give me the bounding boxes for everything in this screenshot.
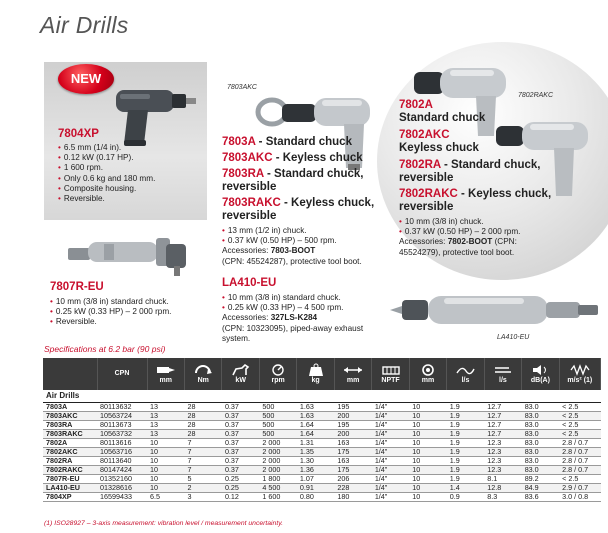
- model-cell: 7802RAKC: [43, 465, 97, 474]
- model-code: 7803A: [222, 136, 256, 148]
- bullet: • 6.5 mm (1/4 in).: [58, 143, 208, 153]
- acc-prefix: Accessories:: [222, 313, 271, 323]
- table-cell: 83.0: [522, 447, 559, 456]
- table-cell: 01352160: [97, 474, 147, 483]
- table-row: [43, 429, 601, 438]
- table-cell: 200: [334, 411, 371, 420]
- model-cell: 7802AKC: [43, 447, 97, 456]
- table-cell: 10563732: [97, 429, 147, 438]
- table-cell: 500: [259, 411, 296, 420]
- table-row: [43, 474, 601, 483]
- model-desc: - Standard chuck: [255, 136, 352, 148]
- table-cell: 28: [184, 411, 221, 420]
- bullet: • Only 0.6 kg and 180 mm.: [58, 174, 208, 184]
- table-cell: 0.37: [222, 447, 259, 456]
- header-label: mm: [346, 377, 360, 384]
- table-cell: 1.9: [447, 456, 484, 465]
- model-code: 7803RAKC: [222, 197, 281, 209]
- table-cell: 28: [184, 429, 221, 438]
- table-cell: 1/4": [372, 474, 409, 483]
- table-cell: 12.7: [484, 402, 521, 411]
- table-cell: 1.64: [297, 420, 334, 429]
- table-cell: 206: [334, 474, 371, 483]
- model-desc: Keyless chuck: [399, 142, 479, 154]
- table-cell: 89.2: [522, 474, 559, 483]
- table-cell: 10: [147, 447, 184, 456]
- header-label: l/s: [499, 377, 507, 384]
- table-cell: 83.0: [522, 456, 559, 465]
- table-cell: 1/4": [372, 420, 409, 429]
- table-cell: < 2.5: [559, 474, 600, 483]
- specs-body: [43, 390, 601, 501]
- model-7804xp: 7804XP: [58, 128, 99, 140]
- table-cell: 0.25: [222, 483, 259, 492]
- table-cell: 0.9: [447, 492, 484, 501]
- table-cell: 2.8 / 0.7: [559, 438, 600, 447]
- acc-part: 7803-BOOT: [270, 246, 316, 256]
- model-cell: 7804XP: [43, 492, 97, 501]
- table-row: [43, 420, 601, 429]
- header-noise: [522, 358, 559, 390]
- table-cell: 1.63: [297, 402, 334, 411]
- model-cell: 7803RA: [43, 420, 97, 429]
- table-cell: 12.3: [484, 447, 521, 456]
- table-cell: 0.37: [222, 429, 259, 438]
- model-cell: 7807R-EU: [43, 474, 97, 483]
- table-cell: 12.3: [484, 465, 521, 474]
- table-cell: 2.8 / 0.7: [559, 456, 600, 465]
- table-cell: 10: [409, 474, 446, 483]
- model-desc: - Keyless chuck: [272, 152, 363, 164]
- model-desc: - Keyless chuck, reversible: [399, 188, 552, 213]
- table-cell: 10: [147, 456, 184, 465]
- model-code: 7802A: [399, 99, 433, 111]
- table-cell: 3.0 / 0.8: [559, 492, 600, 501]
- header-model: [43, 358, 97, 390]
- table-cell: 1.9: [447, 420, 484, 429]
- table-cell: 84.9: [522, 483, 559, 492]
- accessories-7803: [222, 246, 392, 266]
- header-cpn: [97, 358, 147, 390]
- torque-icon: [192, 363, 214, 377]
- header-label: m/s² (1): [567, 377, 593, 384]
- product-7807r: [50, 281, 220, 328]
- model-line: [222, 136, 392, 149]
- table-cell: 13: [147, 411, 184, 420]
- model-cell: 7802A: [43, 438, 97, 447]
- table-cell: 2: [184, 483, 221, 492]
- noise-level-icon: [529, 363, 551, 377]
- model-line: [399, 159, 559, 185]
- table-cell: 12.7: [484, 411, 521, 420]
- header-vibration: [559, 358, 600, 390]
- model-desc: Standard chuck: [399, 112, 486, 124]
- table-cell: 10: [409, 429, 446, 438]
- table-cell: 1 800: [259, 474, 296, 483]
- image-label-7802rakc: 7802RAKC: [518, 92, 554, 99]
- table-cell: 10: [147, 483, 184, 492]
- header-length: [334, 358, 371, 390]
- table-cell: 1.9: [447, 438, 484, 447]
- model-cell: 7803AKC: [43, 411, 97, 420]
- table-cell: 8.3: [484, 492, 521, 501]
- table-cell: 1.4: [447, 483, 484, 492]
- table-cell: 1/4": [372, 447, 409, 456]
- bullet: • 0.25 kW (0.33 HP) – 2 000 rpm.: [50, 307, 220, 317]
- table-cell: 1.35: [297, 447, 334, 456]
- bullets-7804xp: [58, 143, 208, 204]
- table-cell: 83.6: [522, 492, 559, 501]
- table-cell: 0.37: [222, 438, 259, 447]
- table-cell: 83.0: [522, 429, 559, 438]
- table-cell: 1/4": [372, 465, 409, 474]
- table-cell: 80147424: [97, 465, 147, 474]
- table-cell: 1.9: [447, 411, 484, 420]
- table-cell: 6.5: [147, 492, 184, 501]
- bullets-7807r: [50, 297, 220, 328]
- header-label: kg: [311, 377, 320, 384]
- specs-header-row: [43, 358, 601, 390]
- header-label: l/s: [461, 377, 470, 384]
- table-cell: 195: [334, 420, 371, 429]
- product-la410: [222, 277, 392, 344]
- bullet: • 10 mm (3/8 in) standard chuck.: [50, 297, 220, 307]
- table-cell: 500: [259, 402, 296, 411]
- weight-icon: [305, 363, 327, 377]
- table-cell: 1.9: [447, 465, 484, 474]
- table-cell: 1.30: [297, 456, 334, 465]
- air-inlet-icon: [380, 363, 402, 377]
- table-cell: 1.9: [447, 447, 484, 456]
- table-cell: 8.1: [484, 474, 521, 483]
- table-cell: 1 600: [259, 492, 296, 501]
- table-cell: 83.0: [522, 411, 559, 420]
- header-inlet: [372, 358, 409, 390]
- model-cell: 7803A: [43, 402, 97, 411]
- model-code: 7803RA: [222, 168, 264, 180]
- page-title: Air Drills: [40, 12, 129, 38]
- air-flow-icon: [492, 363, 514, 377]
- header-air-free: [484, 358, 521, 390]
- table-cell: 2 000: [259, 465, 296, 474]
- table-cell: 163: [334, 456, 371, 465]
- table-cell: 0.80: [297, 492, 334, 501]
- table-row: [43, 447, 601, 456]
- table-cell: 10: [409, 402, 446, 411]
- table-cell: 0.37: [222, 456, 259, 465]
- header-hose: [409, 358, 446, 390]
- table-cell: 500: [259, 420, 296, 429]
- table-cell: < 2.5: [559, 402, 600, 411]
- table-cell: 3: [184, 492, 221, 501]
- table-cell: 10: [409, 492, 446, 501]
- bullet: • 0.25 kW (0.33 HP) – 4 500 rpm.: [222, 303, 392, 313]
- bullet: • 0.37 kW (0.50 HP) – 2 000 rpm.: [399, 227, 559, 237]
- table-cell: < 2.5: [559, 420, 600, 429]
- model-code: 7802RAKC: [399, 188, 458, 200]
- table-cell: 12.7: [484, 420, 521, 429]
- table-cell: 28: [184, 420, 221, 429]
- model-line: [222, 152, 392, 165]
- table-cell: 0.91: [297, 483, 334, 492]
- footnote: (1) ISO28927 – 3-axis measurement: vibration level / measurement uncertainty.: [44, 520, 284, 527]
- drill-7807r-image: [64, 230, 194, 280]
- table-cell: 1/4": [372, 492, 409, 501]
- table-cell: 2 000: [259, 447, 296, 456]
- air-consumption-icon: [454, 363, 476, 377]
- table-cell: 1/4": [372, 483, 409, 492]
- product-7803: [222, 136, 392, 267]
- table-cell: 13: [147, 402, 184, 411]
- table-cell: 10: [147, 438, 184, 447]
- specs-group-row: [43, 390, 601, 402]
- acc-prefix: Accessories:: [399, 237, 448, 247]
- table-cell: 2 000: [259, 456, 296, 465]
- bullet: • 10 mm (3/8 in) chuck.: [399, 217, 559, 227]
- bullet: • Reversible.: [50, 317, 220, 327]
- table-cell: 10: [409, 483, 446, 492]
- table-cell: 1/4": [372, 411, 409, 420]
- table-cell: 83.0: [522, 465, 559, 474]
- table-row: [43, 483, 601, 492]
- table-cell: 80113632: [97, 402, 147, 411]
- table-cell: 228: [334, 483, 371, 492]
- table-cell: < 2.5: [559, 429, 600, 438]
- acc-rest: (CPN: 45524287), protective tool boot.: [222, 256, 362, 266]
- bullet: • 0.12 kW (0.17 HP).: [58, 153, 208, 163]
- table-cell: 1/4": [372, 402, 409, 411]
- table-cell: 13: [147, 429, 184, 438]
- header-power: [222, 358, 259, 390]
- table-cell: 83.0: [522, 438, 559, 447]
- specs-table: [43, 358, 601, 502]
- table-cell: 12.3: [484, 456, 521, 465]
- header-label: CPN: [114, 370, 130, 377]
- accessories-7802: [399, 237, 559, 257]
- table-cell: 7: [184, 456, 221, 465]
- table-cell: 1.9: [447, 474, 484, 483]
- table-cell: 16599433: [97, 492, 147, 501]
- table-cell: 10563716: [97, 447, 147, 456]
- table-cell: 80113673: [97, 420, 147, 429]
- header-label: Nm: [197, 377, 209, 384]
- table-cell: 2.8 / 0.7: [559, 447, 600, 456]
- header-label: kW: [235, 377, 246, 384]
- bullets-7802: [399, 217, 559, 237]
- header-label: rpm: [271, 377, 285, 384]
- model-cell: 7803RAKC: [43, 429, 97, 438]
- acc-rest: (CPN: 10323095), piped-away exhaust system.: [222, 323, 364, 343]
- image-label-7803akc: 7803AKC: [227, 84, 257, 91]
- header-label: NPTF: [381, 377, 400, 384]
- table-cell: 0.25: [222, 474, 259, 483]
- table-cell: 180: [334, 492, 371, 501]
- table-cell: 12.7: [484, 429, 521, 438]
- acc-part: 327LS-K284: [270, 313, 318, 323]
- vibration-icon: [569, 363, 591, 377]
- table-cell: 1.07: [297, 474, 334, 483]
- header-label: mm: [159, 377, 172, 384]
- chuck-size-icon: [155, 363, 177, 377]
- model-desc: - Standard chuck, reversible: [399, 159, 541, 184]
- model-desc: - Keyless chuck, reversible: [222, 197, 375, 222]
- model-line: [399, 188, 559, 214]
- header-torque: [184, 358, 221, 390]
- accessories-la410: [222, 313, 392, 344]
- table-cell: 0.37: [222, 465, 259, 474]
- table-cell: 10: [409, 465, 446, 474]
- table-cell: 1.64: [297, 429, 334, 438]
- table-cell: 1/4": [372, 438, 409, 447]
- hose-size-icon: [417, 363, 439, 377]
- table-row: [43, 438, 601, 447]
- table-cell: 10: [409, 411, 446, 420]
- table-cell: 4 500: [259, 483, 296, 492]
- table-cell: 1.31: [297, 438, 334, 447]
- table-cell: 1.9: [447, 429, 484, 438]
- table-cell: 13: [147, 420, 184, 429]
- model-7807r: 7807R-EU: [50, 281, 104, 293]
- acc-rest: (CPN: 45524279), protective tool boot.: [399, 237, 517, 257]
- bullets-7803: [222, 226, 392, 246]
- table-cell: 10: [147, 474, 184, 483]
- table-cell: 2 000: [259, 438, 296, 447]
- table-cell: 2.8 / 0.7: [559, 465, 600, 474]
- table-row: [43, 465, 601, 474]
- model-cell: LA410-EU: [43, 483, 97, 492]
- table-cell: 80113640: [97, 456, 147, 465]
- table-cell: 0.37: [222, 420, 259, 429]
- table-cell: 2.9 / 0.7: [559, 483, 600, 492]
- table-cell: < 2.5: [559, 411, 600, 420]
- bullet: • 1 600 rpm.: [58, 163, 208, 173]
- model-cell: 7802RA: [43, 456, 97, 465]
- header-speed: [259, 358, 296, 390]
- table-cell: 10: [409, 447, 446, 456]
- table-cell: 7: [184, 438, 221, 447]
- model-code: 7802AKC: [399, 129, 450, 141]
- model-desc: - Standard chuck, reversible: [222, 168, 364, 193]
- table-cell: 7: [184, 447, 221, 456]
- model-la410: LA410-EU: [222, 277, 277, 289]
- specs-caption: Specifications at 6.2 bar (90 psi): [44, 344, 166, 354]
- table-cell: 10563724: [97, 411, 147, 420]
- header-air-load: [447, 358, 484, 390]
- bullet: • Composite housing.: [58, 184, 208, 194]
- model-code: 7803AKC: [222, 152, 273, 164]
- table-cell: 10: [409, 438, 446, 447]
- length-icon: [342, 363, 364, 377]
- table-cell: 1/4": [372, 456, 409, 465]
- acc-prefix: Accessories:: [222, 246, 271, 256]
- table-cell: 7: [184, 465, 221, 474]
- bullets-la410: [222, 293, 392, 313]
- table-cell: 195: [334, 402, 371, 411]
- header-label: mm: [421, 377, 435, 384]
- header-label: dB(A): [530, 377, 550, 384]
- acc-part: 7802-BOOT: [447, 237, 493, 247]
- model-line: [222, 197, 392, 223]
- speed-rpm-icon: [267, 363, 289, 377]
- power-horse-icon: [230, 363, 252, 377]
- table-cell: 500: [259, 429, 296, 438]
- bullet: • 10 mm (3/8 in) standard chuck.: [222, 293, 392, 303]
- table-cell: 163: [334, 438, 371, 447]
- table-cell: 83.0: [522, 402, 559, 411]
- table-cell: 80113616: [97, 438, 147, 447]
- product-7804xp: [58, 128, 208, 204]
- table-cell: 10: [409, 456, 446, 465]
- table-row: [43, 411, 601, 420]
- bullet: • 0.37 kW (0.50 HP) – 500 rpm.: [222, 236, 392, 246]
- table-cell: 12.8: [484, 483, 521, 492]
- model-code: 7802RA: [399, 159, 441, 171]
- table-cell: 200: [334, 429, 371, 438]
- header-chuck: [147, 358, 184, 390]
- table-cell: 175: [334, 465, 371, 474]
- table-row: [43, 456, 601, 465]
- table-cell: 5: [184, 474, 221, 483]
- table-cell: 12.3: [484, 438, 521, 447]
- table-row: [43, 402, 601, 411]
- table-cell: 01328616: [97, 483, 147, 492]
- table-cell: 28: [184, 402, 221, 411]
- new-badge: NEW: [58, 64, 114, 94]
- table-cell: 0.37: [222, 402, 259, 411]
- table-cell: 83.0: [522, 420, 559, 429]
- table-cell: 10: [147, 465, 184, 474]
- table-cell: 1.9: [447, 402, 484, 411]
- table-cell: 175: [334, 447, 371, 456]
- table-cell: 10: [409, 420, 446, 429]
- model-line: [222, 168, 392, 194]
- header-weight: [297, 358, 334, 390]
- bullet: • 13 mm (1/2 in) chuck.: [222, 226, 392, 236]
- drill-la410-image: [388, 288, 602, 332]
- image-label-la410: LA410-EU: [497, 334, 530, 341]
- table-cell: 0.12: [222, 492, 259, 501]
- product-7802: [399, 99, 559, 258]
- table-cell: 1.63: [297, 411, 334, 420]
- table-cell: 0.37: [222, 411, 259, 420]
- table-cell: 1/4": [372, 429, 409, 438]
- table-cell: 1.36: [297, 465, 334, 474]
- group-label: Air Drills: [43, 390, 601, 402]
- bullet: • Reversible.: [58, 194, 208, 204]
- table-row: [43, 492, 601, 501]
